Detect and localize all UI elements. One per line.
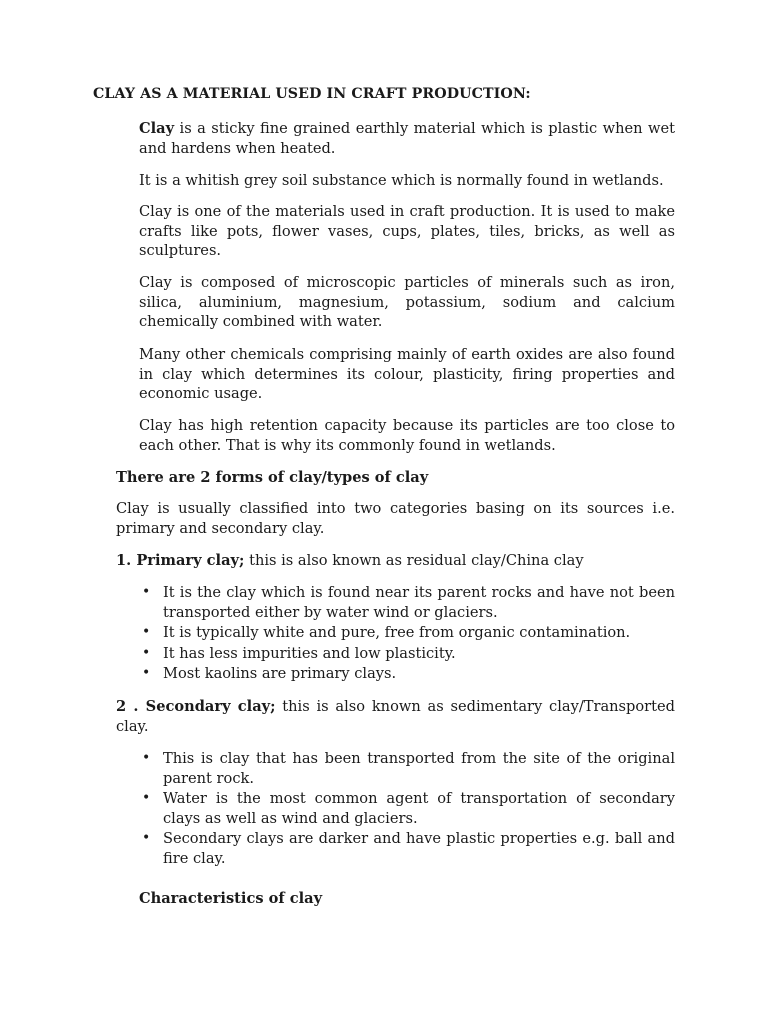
clay-term: Clay (139, 120, 175, 137)
bullet-icon: • (142, 830, 151, 847)
primary-clay-label: 1. Primary clay; (116, 552, 245, 569)
list-item-text: Most kaolins are primary clays. (163, 665, 397, 683)
list-item-text: This is clay that has been transported from the site of the original parent rock. (163, 750, 675, 787)
paragraph-2: Clay is one of the materials used in craft production. It is used to make crafts like pots, flower vases, cups, plates, tiles, bricks, as well as sculptures. (139, 203, 675, 260)
bullet-icon: • (142, 584, 151, 600)
primary-clay-heading (116, 551, 675, 571)
paragraph-4: Many other chemicals comprising mainly of earth oxides are also found in clay which determines its colour, plasticity, firing properties and economic usage. (139, 346, 675, 403)
list-item (140, 749, 675, 788)
list-item (140, 789, 675, 828)
list-item (140, 583, 675, 622)
paragraph-5: Clay has high retention capacity because its particles are too close to each other. That is why its commonly found in wetlands. (139, 417, 675, 454)
list-item (140, 644, 675, 664)
list-item (140, 623, 675, 643)
bullet-icon: • (142, 790, 151, 807)
bullet-icon: • (142, 665, 151, 682)
bullet-icon: • (142, 624, 151, 641)
paragraph-3: Clay is composed of microscopic particles of minerals such as iron, silica, aluminium, magnesium, potassium, sodium and calcium chemically combined with water. (139, 274, 675, 331)
list-item-text: It has less impurities and low plasticity. (163, 644, 456, 662)
forms-intro: Clay is usually classified into two categories basing on its sources i.e. primary and secondary clay. (116, 500, 675, 537)
secondary-clay-heading (116, 697, 675, 736)
primary-clay-desc: this is also known as residual clay/China clay (244, 552, 584, 569)
clay-definition (139, 119, 675, 158)
list-item (140, 829, 675, 868)
document-title: CLAY AS A MATERIAL USED IN CRAFT PRODUCTION: (93, 86, 531, 102)
secondary-clay-list (140, 749, 675, 870)
paragraph-1: It is a whitish grey soil substance which is normally found in wetlands. (139, 172, 664, 189)
list-item-text: Secondary clays are darker and have plastic properties e.g. ball and fire clay. (163, 830, 675, 867)
forms-heading: There are 2 forms of clay/types of clay (116, 469, 429, 486)
clay-definition-text: is a sticky fine grained earthly material which is plastic when wet and hardens when heated. (139, 120, 675, 157)
bullet-icon: • (142, 644, 151, 661)
primary-clay-list (140, 583, 675, 685)
characteristics-heading: Characteristics of clay (139, 890, 323, 907)
bullet-icon: • (142, 750, 151, 766)
secondary-clay-desc: this is also known as sedimentary clay/Transported clay. (116, 698, 675, 735)
list-item-text: It is the clay which is found near its parent rocks and have not been transported either by water wind or glaciers. (163, 584, 675, 621)
list-item-text: It is typically white and pure, free from organic contamination. (163, 624, 631, 642)
list-item (140, 664, 675, 684)
secondary-clay-label: 2 . Secondary clay; (116, 698, 276, 715)
list-item-text: Water is the most common agent of transportation of secondary clays as well as wind and glaciers. (163, 790, 675, 827)
